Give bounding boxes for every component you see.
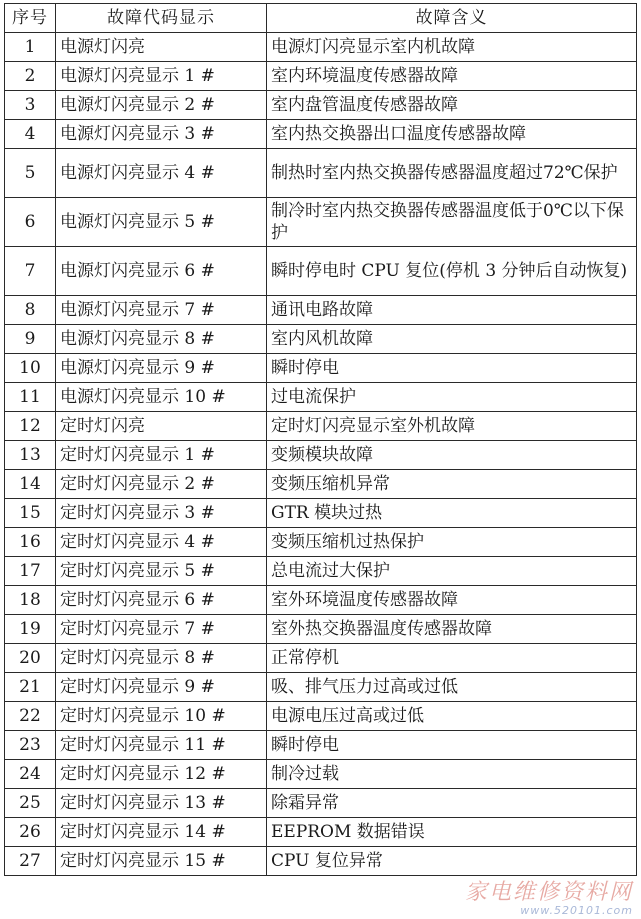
- table-row: [5, 470, 637, 499]
- header-meaning: 故障含义: [267, 4, 637, 33]
- cell-code: 定时灯闪亮显示 15 #: [56, 847, 267, 876]
- cell-no: 22: [5, 702, 56, 731]
- cell-code: 定时灯闪亮显示 8 #: [56, 644, 267, 673]
- cell-code: 定时灯闪亮显示 7 #: [56, 615, 267, 644]
- cell-no: 3: [5, 91, 56, 120]
- table-row: [5, 586, 637, 615]
- table-row: [5, 673, 637, 702]
- cell-code: 定时灯闪亮显示 9 #: [56, 673, 267, 702]
- cell-code: 电源灯闪亮: [56, 33, 267, 62]
- site-watermark: [465, 881, 633, 917]
- cell-no: 9: [5, 325, 56, 354]
- table-row: [5, 412, 637, 441]
- table-row: [5, 198, 637, 247]
- table-row: [5, 847, 637, 876]
- cell-no: 2: [5, 62, 56, 91]
- cell-code: 定时灯闪亮显示 1 #: [56, 441, 267, 470]
- table-row: [5, 91, 637, 120]
- cell-meaning: 过电流保护: [267, 383, 637, 412]
- header-code: 故障代码显示: [56, 4, 267, 33]
- cell-meaning: 电源电压过高或过低: [267, 702, 637, 731]
- cell-no: 21: [5, 673, 56, 702]
- table-row: [5, 760, 637, 789]
- table-row: [5, 644, 637, 673]
- cell-meaning: 瞬时停电: [267, 354, 637, 383]
- cell-code: 定时灯闪亮显示 12 #: [56, 760, 267, 789]
- cell-no: 26: [5, 818, 56, 847]
- cell-code: 电源灯闪亮显示 1 #: [56, 62, 267, 91]
- cell-code: 定时灯闪亮显示 6 #: [56, 586, 267, 615]
- cell-no: 10: [5, 354, 56, 383]
- cell-no: 13: [5, 441, 56, 470]
- cell-no: 12: [5, 412, 56, 441]
- cell-code: 定时灯闪亮: [56, 412, 267, 441]
- fault-code-table: [4, 3, 637, 876]
- cell-code: 电源灯闪亮显示 6 #: [56, 247, 267, 296]
- cell-code: 电源灯闪亮显示 10 #: [56, 383, 267, 412]
- cell-no: 27: [5, 847, 56, 876]
- cell-meaning: 变频压缩机过热保护: [267, 528, 637, 557]
- table-row: [5, 62, 637, 91]
- cell-meaning: 室内热交换器出口温度传感器故障: [267, 120, 637, 149]
- table-row: [5, 731, 637, 760]
- cell-no: 7: [5, 247, 56, 296]
- cell-code: 电源灯闪亮显示 4 #: [56, 149, 267, 198]
- table-row: [5, 354, 637, 383]
- cell-no: 1: [5, 33, 56, 62]
- cell-no: 15: [5, 499, 56, 528]
- cell-code: 定时灯闪亮显示 5 #: [56, 557, 267, 586]
- cell-no: 25: [5, 789, 56, 818]
- cell-no: 14: [5, 470, 56, 499]
- table-body: [5, 33, 637, 876]
- cell-no: 23: [5, 731, 56, 760]
- table-header-row: [5, 4, 637, 33]
- table-row: [5, 383, 637, 412]
- cell-code: 定时灯闪亮显示 14 #: [56, 818, 267, 847]
- cell-meaning: 室内环境温度传感器故障: [267, 62, 637, 91]
- table-row: [5, 296, 637, 325]
- cell-meaning: 除霜异常: [267, 789, 637, 818]
- cell-meaning: 电源灯闪亮显示室内机故障: [267, 33, 637, 62]
- table-row: [5, 818, 637, 847]
- table-row: [5, 499, 637, 528]
- table-row: [5, 789, 637, 818]
- cell-meaning: 总电流过大保护: [267, 557, 637, 586]
- cell-no: 17: [5, 557, 56, 586]
- cell-code: 电源灯闪亮显示 7 #: [56, 296, 267, 325]
- cell-code: 定时灯闪亮显示 3 #: [56, 499, 267, 528]
- cell-meaning: 制冷时室内热交换器传感器温度低于0℃以下保护: [267, 198, 637, 247]
- cell-meaning: 室外环境温度传感器故障: [267, 586, 637, 615]
- cell-meaning: 制热时室内热交换器传感器温度超过72℃保护: [267, 149, 637, 198]
- table-row: [5, 33, 637, 62]
- cell-no: 18: [5, 586, 56, 615]
- cell-no: 19: [5, 615, 56, 644]
- cell-no: 11: [5, 383, 56, 412]
- cell-meaning: EEPROM 数据错误: [267, 818, 637, 847]
- table-row: [5, 557, 637, 586]
- table-row: [5, 615, 637, 644]
- table-row: [5, 149, 637, 198]
- cell-code: 定时灯闪亮显示 10 #: [56, 702, 267, 731]
- cell-meaning: 室外热交换器温度传感器故障: [267, 615, 637, 644]
- cell-meaning: 室内盘管温度传感器故障: [267, 91, 637, 120]
- cell-code: 电源灯闪亮显示 3 #: [56, 120, 267, 149]
- table-row: [5, 441, 637, 470]
- cell-no: 16: [5, 528, 56, 557]
- cell-meaning: 制冷过载: [267, 760, 637, 789]
- cell-code: 定时灯闪亮显示 2 #: [56, 470, 267, 499]
- cell-meaning: 瞬时停电时 CPU 复位(停机 3 分钟后自动恢复): [267, 247, 637, 296]
- cell-meaning: 室内风机故障: [267, 325, 637, 354]
- cell-meaning: CPU 复位异常: [267, 847, 637, 876]
- cell-meaning: 变频压缩机异常: [267, 470, 637, 499]
- cell-meaning: 定时灯闪亮显示室外机故障: [267, 412, 637, 441]
- table-row: [5, 702, 637, 731]
- cell-code: 定时灯闪亮显示 11 #: [56, 731, 267, 760]
- header-no: 序号: [5, 4, 56, 33]
- cell-no: 8: [5, 296, 56, 325]
- cell-no: 4: [5, 120, 56, 149]
- cell-meaning: GTR 模块过热: [267, 499, 637, 528]
- table-row: [5, 325, 637, 354]
- table-row: [5, 528, 637, 557]
- document-page: [4, 3, 636, 876]
- cell-meaning: 变频模块故障: [267, 441, 637, 470]
- cell-code: 定时灯闪亮显示 13 #: [56, 789, 267, 818]
- watermark-title: 家电维修资料网: [464, 880, 633, 905]
- cell-no: 24: [5, 760, 56, 789]
- cell-no: 6: [5, 198, 56, 247]
- cell-code: 电源灯闪亮显示 2 #: [56, 91, 267, 120]
- table-row: [5, 247, 637, 296]
- cell-code: 电源灯闪亮显示 8 #: [56, 325, 267, 354]
- cell-no: 5: [5, 149, 56, 198]
- watermark-url: www.520101.com: [520, 904, 633, 917]
- cell-meaning: 通讯电路故障: [267, 296, 637, 325]
- cell-meaning: 正常停机: [267, 644, 637, 673]
- table-row: [5, 120, 637, 149]
- cell-code: 电源灯闪亮显示 5 #: [56, 198, 267, 247]
- cell-meaning: 瞬时停电: [267, 731, 637, 760]
- cell-code: 电源灯闪亮显示 9 #: [56, 354, 267, 383]
- cell-no: 20: [5, 644, 56, 673]
- cell-code: 定时灯闪亮显示 4 #: [56, 528, 267, 557]
- cell-meaning: 吸、排气压力过高或过低: [267, 673, 637, 702]
